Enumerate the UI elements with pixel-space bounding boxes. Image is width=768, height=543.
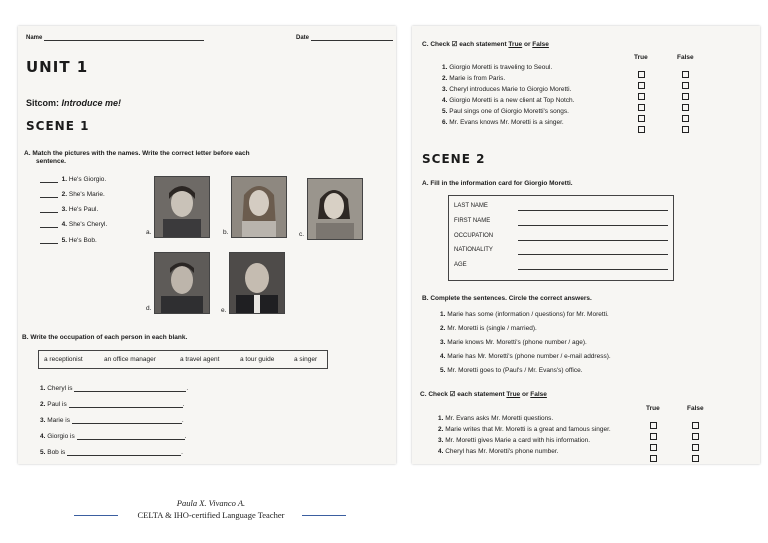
woman-portrait-image bbox=[232, 177, 286, 237]
section-a-instruction-line2: sentence. bbox=[36, 158, 66, 165]
statement-row: 5. Paul sings one of Giorgio Moretti's songs. bbox=[442, 108, 569, 115]
photo-d bbox=[154, 252, 210, 314]
photo-a bbox=[154, 176, 210, 238]
photo-label-e: e. bbox=[221, 307, 227, 314]
answer-blank[interactable] bbox=[40, 227, 58, 228]
photo-label-d: d. bbox=[146, 305, 152, 312]
card-answer-line[interactable] bbox=[518, 269, 668, 270]
statement-row: 1. Giorgio Moretti is traveling to Seoul. bbox=[442, 64, 553, 71]
statement-row: 2. Marie writes that Mr. Moretti is a great and famous singer. bbox=[438, 426, 611, 433]
answer-blank[interactable] bbox=[40, 212, 58, 213]
false-checkbox[interactable] bbox=[682, 126, 689, 133]
card-field-label: AGE bbox=[454, 262, 467, 268]
match-item-3: 3. He's Paul. bbox=[40, 206, 98, 213]
card-field-label: NATIONALITY bbox=[454, 247, 493, 253]
circle-answer-item: 2. Mr. Moretti is (single / married). bbox=[440, 325, 537, 332]
scene-2-title: SCENE 2 bbox=[422, 152, 486, 166]
occupation-item-3: 3. Marie is . bbox=[40, 417, 184, 424]
checkmark-icon: ☑ bbox=[449, 391, 456, 398]
photo-label-a: a. bbox=[146, 229, 152, 236]
card-answer-line[interactable] bbox=[518, 225, 668, 226]
false-checkbox[interactable] bbox=[692, 455, 699, 462]
word-bank-item: a travel agent bbox=[180, 356, 220, 363]
section-a-instruction: A. Match the pictures with the names. Write the correct letter before each bbox=[24, 150, 250, 157]
woman-smiling-portrait-image bbox=[308, 179, 362, 239]
footer-author: Paula X. Vivanco A. bbox=[176, 498, 246, 508]
section-a2-instruction: A. Fill in the information card for Giorgio Moretti. bbox=[422, 180, 573, 187]
statement-row: 3. Mr. Moretti gives Marie a card with his information. bbox=[438, 437, 591, 444]
card-answer-line[interactable] bbox=[518, 210, 668, 211]
section-b2-instruction: B. Complete the sentences. Circle the correct answers. bbox=[422, 295, 592, 302]
name-field[interactable]: Name bbox=[26, 35, 204, 41]
answer-blank[interactable] bbox=[40, 182, 58, 183]
answer-blank[interactable] bbox=[40, 243, 58, 244]
statement-row: 4. Cheryl has Mr. Moretti's phone number. bbox=[438, 448, 559, 455]
photo-c bbox=[307, 178, 363, 240]
column-true-header: True bbox=[646, 405, 660, 412]
match-item-5: 5. He's Bob. bbox=[40, 237, 97, 244]
scene-1-title: SCENE 1 bbox=[26, 119, 90, 133]
section-b-instruction: B. Write the occupation of each person in each blank. bbox=[22, 334, 188, 341]
photo-label-b: b. bbox=[223, 229, 229, 236]
occupation-item-2: 2. Paul is . bbox=[40, 401, 185, 408]
occupation-item-5: 5. Bob is . bbox=[40, 449, 183, 456]
word-bank-item: a singer bbox=[294, 356, 318, 363]
bald-man-portrait-image bbox=[230, 253, 284, 313]
answer-blank[interactable] bbox=[67, 455, 181, 456]
photo-b bbox=[231, 176, 287, 238]
sitcom-heading: Sitcom: Introduce me! bbox=[26, 98, 122, 108]
statement-row: 3. Cheryl introduces Marie to Giorgio Moretti. bbox=[442, 86, 572, 93]
circle-answer-item: 1. Marie has some (information / questions) for Mr. Moretti. bbox=[440, 311, 609, 318]
circle-answer-item: 3. Marie knows Mr. Moretti's (phone number / age). bbox=[440, 339, 587, 346]
photo-e bbox=[229, 252, 285, 314]
card-field-label: OCCUPATION bbox=[454, 233, 494, 239]
answer-blank[interactable] bbox=[69, 407, 183, 408]
checkmark-icon: ☑ bbox=[451, 41, 458, 48]
statement-row: 6. Mr. Evans knows Mr. Moretti is a singer. bbox=[442, 119, 564, 126]
column-false-header: False bbox=[687, 405, 704, 412]
match-item-4: 4. She's Cheryl. bbox=[40, 221, 107, 228]
footer-credential: CELTA & IHO-certified Language Teacher bbox=[137, 510, 285, 520]
date-field[interactable]: Date bbox=[296, 35, 393, 41]
section-c2-instruction: C. Check ☑ each statement True or False bbox=[420, 391, 547, 398]
answer-blank[interactable] bbox=[77, 439, 185, 440]
card-field-label: LAST NAME bbox=[454, 203, 488, 209]
worksheet-page-left bbox=[18, 26, 396, 464]
occupation-item-4: 4. Giorgio is . bbox=[40, 433, 187, 440]
footer-rule-right bbox=[302, 515, 346, 516]
word-bank-item: a receptionist bbox=[44, 356, 83, 363]
footer-rule-left bbox=[74, 515, 118, 516]
unit-title: UNIT 1 bbox=[26, 58, 89, 76]
worksheet-page-right bbox=[412, 26, 760, 464]
answer-blank[interactable] bbox=[40, 197, 58, 198]
man-portrait-image bbox=[155, 253, 209, 313]
man-portrait-image bbox=[155, 177, 209, 237]
statement-row: 4. Giorgio Moretti is a new client at Top Notch. bbox=[442, 97, 575, 104]
card-answer-line[interactable] bbox=[518, 240, 668, 241]
statement-row: 1. Mr. Evans asks Mr. Moretti questions. bbox=[438, 415, 554, 422]
section-c1-instruction: C. Check ☑ each statement True or False bbox=[422, 41, 549, 48]
true-checkbox[interactable] bbox=[650, 455, 657, 462]
occupation-item-1: 1. Cheryl is . bbox=[40, 385, 189, 392]
word-bank-item: a tour guide bbox=[240, 356, 275, 363]
match-item-2: 2. She's Marie. bbox=[40, 191, 105, 198]
answer-blank[interactable] bbox=[72, 423, 182, 424]
circle-answer-item: 4. Marie has Mr. Moretti's (phone number / e-mail address). bbox=[440, 353, 611, 360]
word-bank-item: an office manager bbox=[104, 356, 156, 363]
answer-blank[interactable] bbox=[74, 391, 186, 392]
statement-row: 2. Marie is from Paris. bbox=[442, 75, 506, 82]
column-false-header: False bbox=[677, 54, 694, 61]
card-answer-line[interactable] bbox=[518, 254, 668, 255]
match-item-1: 1. He's Giorgio. bbox=[40, 176, 106, 183]
column-true-header: True bbox=[634, 54, 648, 61]
photo-label-c: c. bbox=[299, 231, 305, 238]
circle-answer-item: 5. Mr. Moretti goes to (Paul's / Mr. Evans's) office. bbox=[440, 367, 583, 374]
true-checkbox[interactable] bbox=[638, 126, 645, 133]
card-field-label: FIRST NAME bbox=[454, 218, 491, 224]
